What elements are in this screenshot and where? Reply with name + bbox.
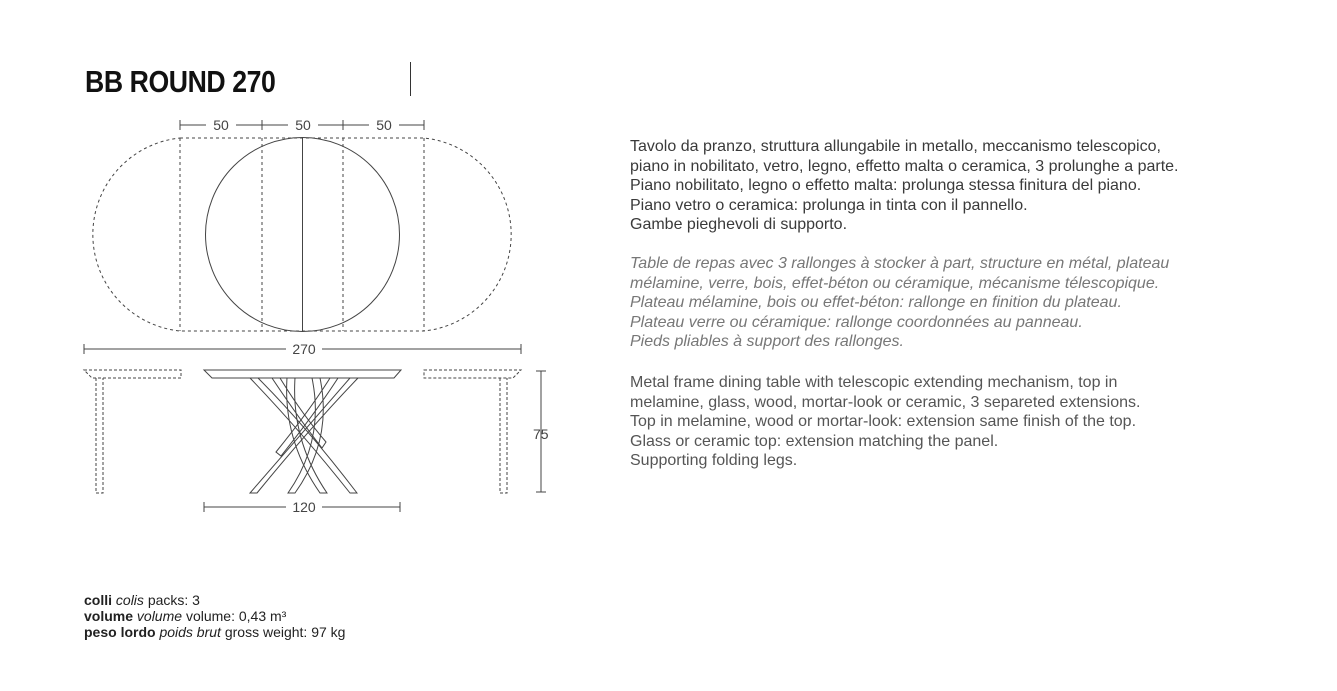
- description-line: Pieds pliables à support des rallonges.: [630, 333, 904, 350]
- description-line: piano in nobilitato, vetro, legno, effetto malta o ceramica, 3 prolunghe a parte.: [630, 157, 1179, 175]
- description-italian: [630, 137, 1320, 235]
- weight-label-it: peso lordo: [84, 624, 156, 640]
- weight-label-fr: poids brut: [159, 624, 221, 640]
- side-view: [84, 370, 521, 493]
- description-line: Top in melamine, wood or mortar-look: extension same finish of the top.: [630, 413, 1137, 430]
- description-line: Metal frame dining table with telescopic extending mechanism, top in: [630, 374, 1118, 391]
- description-french: [630, 254, 1320, 352]
- packing-info: [84, 592, 345, 640]
- technical-drawing: [0, 0, 600, 560]
- packs-label-fr: colis: [115, 592, 144, 608]
- description-line: Tavolo da pranzo, struttura allungabile in metallo, meccanismo telescopico,: [630, 138, 1161, 155]
- volume-label-en: volume:: [185, 608, 235, 624]
- packs-label-it: colli: [84, 592, 113, 608]
- top-view: [93, 138, 511, 332]
- description-line: Plateau mélamine, bois ou effet-béton: rallonge en finition du plateau.: [630, 294, 1122, 311]
- packs-label-en: packs:: [147, 592, 189, 608]
- extension-width-2: 50: [295, 117, 311, 133]
- description-english: [630, 373, 1320, 471]
- left-folding-leg: [96, 378, 103, 493]
- description-line: Plateau verre ou céramique: rallonge coordonnées au panneau.: [630, 313, 1083, 331]
- packs-row: [84, 592, 345, 608]
- packs-value: 3: [192, 592, 200, 608]
- weight-row: [84, 624, 345, 640]
- main-top-side: [204, 370, 401, 378]
- extension-width-1: 50: [213, 117, 229, 133]
- weight-value: 97 kg: [311, 624, 346, 640]
- total-length-label: 270: [292, 341, 316, 357]
- volume-label-it: volume: [84, 608, 134, 624]
- description-line: melamine, glass, wood, mortar-look or ceramic, 3 separeted extensions.: [630, 393, 1141, 411]
- description-line: Supporting folding legs.: [630, 452, 798, 469]
- height-label: 75: [533, 426, 549, 442]
- right-extension-leaf: [424, 370, 521, 378]
- description-line: Glass or ceramic top: extension matching the panel.: [630, 432, 999, 450]
- volume-label-fr: volume: [136, 608, 183, 624]
- description-line: Piano vetro o ceramica: prolunga in tinta con il pannello.: [630, 196, 1028, 214]
- description-line: Piano nobilitato, legno o effetto malta: prolunga stessa finitura del piano.: [630, 177, 1142, 194]
- volume-row: [84, 608, 345, 624]
- product-title: BB ROUND 270: [85, 64, 276, 99]
- description-line: Gambe pieghevoli di supporto.: [630, 216, 848, 233]
- left-extension-leaf: [84, 370, 181, 378]
- right-folding-leg: [500, 378, 507, 493]
- description-line: mélamine, verre, bois, effet-béton ou céramique, mécanisme télescopique.: [630, 274, 1160, 292]
- extension-width-3: 50: [376, 117, 392, 133]
- weight-label-en: gross weight:: [224, 624, 308, 640]
- base-width-label: 120: [292, 499, 316, 515]
- crossed-legs: [250, 378, 358, 493]
- description-line: Table de repas avec 3 rallonges à stocker à part, structure en métal, plateau: [630, 255, 1170, 272]
- volume-value: 0,43 m³: [238, 608, 287, 624]
